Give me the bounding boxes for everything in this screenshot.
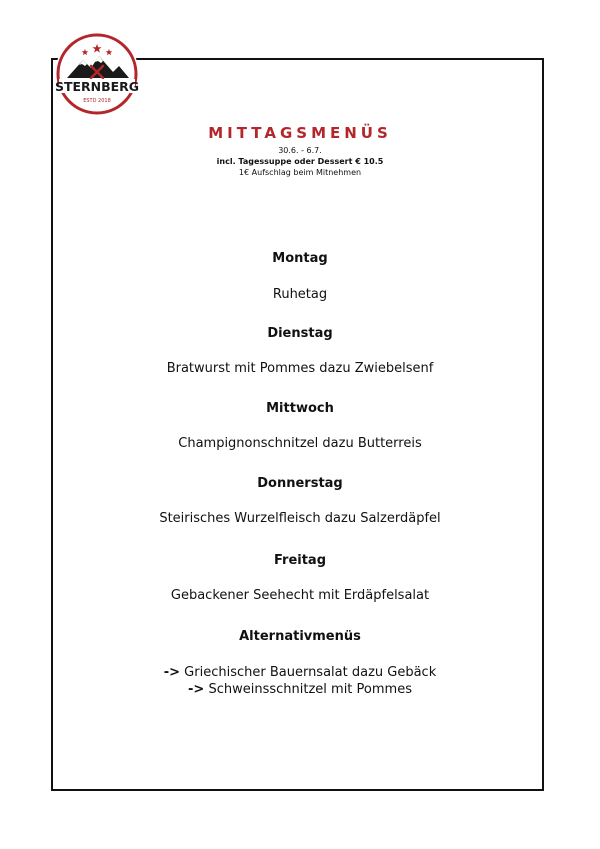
day-heading: Mittwoch <box>266 401 334 416</box>
day-heading: Dienstag <box>267 326 333 341</box>
mountain-stars-cutlery-icon <box>55 32 139 116</box>
page-title: MITTAGSMENÜS <box>208 124 392 142</box>
day-heading: Montag <box>272 251 328 266</box>
alternative-item-label: Griechischer Bauernsalat dazu Gebäck <box>184 665 437 680</box>
alternative-item <box>0 682 600 697</box>
day-dish: Ruhetag <box>272 287 328 302</box>
logo-established-text: ESTD 2018 <box>83 98 111 104</box>
surcharge-note: 1€ Aufschlag beim Mitnehmen <box>238 168 362 177</box>
alternative-item <box>0 665 600 680</box>
day-dish: Gebackener Seehecht mit Erdäpfelsalat <box>170 588 430 603</box>
day-dish: Champignonschnitzel dazu Butterreis <box>178 436 422 451</box>
sternberg-logo <box>55 32 139 116</box>
day-heading: Donnerstag <box>257 476 343 491</box>
included-note: incl. Tagessuppe oder Dessert € 10.5 <box>216 157 384 166</box>
arrow-icon: -> <box>188 682 205 697</box>
date-range: 30.6. - 6.7. <box>278 146 322 155</box>
alternatives-heading: Alternativmenüs <box>239 629 361 644</box>
logo-brand-text: STERNBERG <box>55 79 139 94</box>
day-dish: Steirisches Wurzelfleisch dazu Salzerdäpfel <box>159 511 441 526</box>
day-heading: Freitag <box>273 553 327 568</box>
arrow-icon: -> <box>163 665 181 680</box>
alternative-item-label: Schweinsschnitzel mit Pommes <box>208 682 412 697</box>
day-dish: Bratwurst mit Pommes dazu Zwiebelsenf <box>166 361 434 376</box>
